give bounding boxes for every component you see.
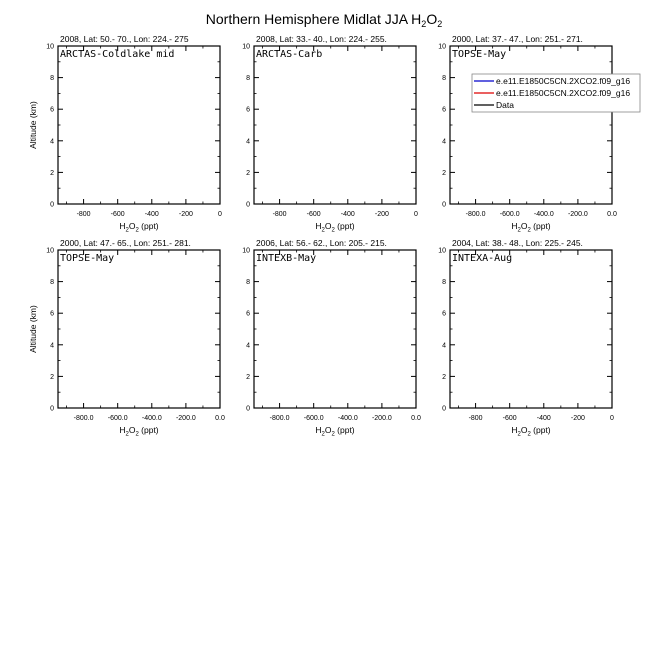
x-axis-label-part: H	[511, 425, 518, 435]
x-tick-label: 0	[414, 211, 418, 218]
plot-panel-4	[28, 238, 225, 438]
x-tick-label: -200.0	[567, 211, 588, 218]
x-tick-label: -800.0	[73, 415, 94, 422]
plot-panel-5	[242, 238, 421, 438]
x-axis-label-part: (ppt)	[334, 221, 355, 231]
panel-grid	[28, 34, 640, 438]
legend-entry-1: e.e11.E1850C5CN.2XCO2.f09_g16	[496, 76, 631, 86]
x-tick-label: -400	[536, 415, 551, 422]
legend-entry-2: e.e11.E1850C5CN.2XCO2.f09_g16	[496, 88, 631, 98]
y-tick-label: 6	[246, 106, 250, 114]
x-tick-label: -400.0	[533, 211, 554, 218]
x-tick-label: -600.0	[499, 211, 520, 218]
x-tick-label: -400	[340, 211, 355, 218]
legend	[472, 74, 640, 112]
y-tick-label: 10	[46, 43, 54, 51]
x-axis-label-part: (ppt)	[138, 425, 159, 435]
plot-frame	[58, 46, 220, 204]
y-tick-label: 4	[246, 138, 250, 146]
x-axis-label-part: O	[520, 425, 528, 435]
y-tick-label: 4	[442, 138, 446, 146]
x-axis-label-part: O	[128, 221, 136, 231]
legend-entry-3: Data	[496, 100, 514, 110]
x-tick-label: -800	[76, 211, 91, 218]
panel-header: 2000, Lat: 37.- 47., Lon: 251.- 271.	[452, 34, 583, 44]
plot-panel-6	[438, 238, 614, 438]
y-tick-label: 4	[50, 342, 54, 350]
x-axis-label-part: O	[520, 221, 528, 231]
y-tick-label: 2	[246, 373, 250, 381]
x-axis-label	[511, 425, 550, 438]
panel-header: 2000, Lat: 47.- 65., Lon: 251.- 281.	[60, 238, 191, 248]
x-axis-label-part: 2	[321, 431, 325, 438]
y-tick-label: 4	[50, 138, 54, 146]
x-axis-label	[119, 221, 158, 234]
y-tick-label: 6	[442, 106, 446, 114]
x-tick-label: -200.0	[371, 415, 392, 422]
x-tick-label: -400	[144, 211, 159, 218]
y-tick-label: 8	[442, 75, 446, 83]
x-tick-label: -600	[502, 415, 517, 422]
figure-title: Northern Hemisphere Midlat JJA $H_2O_2$	[205, 11, 443, 29]
x-tick-label: 0	[610, 415, 614, 422]
x-axis-label-part: (ppt)	[138, 221, 159, 231]
x-tick-label: -600	[110, 211, 125, 218]
x-tick-label: -200	[374, 211, 389, 218]
x-tick-label: -600.0	[107, 415, 128, 422]
y-tick-label: 2	[442, 373, 446, 381]
y-axis-label: Altitude (km)	[28, 101, 38, 149]
y-tick-label: 0	[442, 405, 446, 413]
y-axis-label: Altitude (km)	[28, 305, 38, 353]
y-tick-label: 10	[438, 247, 446, 255]
plot-panel-2	[242, 34, 418, 234]
x-axis-label-part: (ppt)	[530, 425, 551, 435]
x-axis-label-part: H	[315, 221, 322, 231]
y-tick-label: 0	[246, 405, 250, 413]
y-tick-label: 0	[246, 201, 250, 209]
y-tick-label: 4	[246, 342, 250, 350]
campaign-label: INTEXA-Aug	[452, 253, 513, 264]
x-axis-label-part: 2	[331, 431, 335, 438]
x-axis-label-part: 2	[125, 227, 129, 234]
x-axis-label-part: H	[119, 425, 126, 435]
y-tick-label: 10	[242, 247, 250, 255]
plot-panel-3	[438, 34, 640, 234]
plot-frame	[450, 250, 612, 408]
x-tick-label: -600.0	[303, 415, 324, 422]
campaign-label: ARCTAS-Carb	[256, 49, 323, 60]
x-tick-label: -200.0	[175, 415, 196, 422]
y-tick-label: 6	[50, 106, 54, 114]
x-tick-label: -800	[468, 415, 483, 422]
x-tick-label: 0	[218, 211, 222, 218]
plot-panel-1	[28, 34, 222, 234]
y-tick-label: 4	[442, 342, 446, 350]
y-tick-label: 2	[246, 169, 250, 177]
x-axis-label-part: (ppt)	[334, 425, 355, 435]
y-tick-label: 10	[242, 43, 250, 51]
x-tick-label: -400.0	[141, 415, 162, 422]
x-axis-label-part: 2	[517, 227, 521, 234]
panel-header: 2008, Lat: 33.- 40., Lon: 224.- 255.	[256, 34, 387, 44]
plot-frame	[450, 46, 612, 204]
x-axis-label-part: H	[119, 221, 126, 231]
y-tick-label: 2	[50, 169, 54, 177]
x-axis-label	[511, 221, 550, 234]
x-axis-label	[119, 425, 158, 438]
x-axis-label-part: 2	[331, 227, 335, 234]
campaign-label: INTEXB-May	[256, 253, 317, 264]
y-tick-label: 10	[438, 43, 446, 51]
x-axis-label-part: H	[511, 221, 518, 231]
x-tick-label: 0.0	[215, 415, 225, 422]
y-tick-label: 6	[246, 310, 250, 318]
y-tick-label: 8	[246, 279, 250, 287]
y-tick-label: 6	[442, 310, 446, 318]
panel-header: 2006, Lat: 56.- 62., Lon: 205.- 215.	[256, 238, 387, 248]
y-tick-label: 0	[442, 201, 446, 209]
x-axis-label-part: 2	[527, 431, 531, 438]
x-tick-label: -600	[306, 211, 321, 218]
x-axis-label	[315, 425, 354, 438]
x-axis-label-part: 2	[321, 227, 325, 234]
plot-frame	[254, 46, 416, 204]
y-tick-label: 2	[442, 169, 446, 177]
y-tick-label: 8	[442, 279, 446, 287]
x-tick-label: -200	[178, 211, 193, 218]
y-tick-label: 10	[46, 247, 54, 255]
y-tick-label: 0	[50, 201, 54, 209]
y-tick-label: 6	[50, 310, 54, 318]
y-tick-label: 8	[246, 75, 250, 83]
panel-header: 2004, Lat: 38.- 48., Lon: 225.- 245.	[452, 238, 583, 248]
x-tick-label: 0.0	[607, 211, 617, 218]
plot-frame	[58, 250, 220, 408]
x-axis-label-part: 2	[135, 227, 139, 234]
x-tick-label: -800.0	[465, 211, 486, 218]
y-tick-label: 2	[50, 373, 54, 381]
campaign-label: TOPSE-May	[452, 49, 507, 60]
panel-header: 2008, Lat: 50.- 70., Lon: 224.- 275	[60, 34, 189, 44]
x-axis-label-part: 2	[527, 227, 531, 234]
x-axis-label-part: O	[128, 425, 136, 435]
y-tick-label: 0	[50, 405, 54, 413]
plot-frame	[254, 250, 416, 408]
y-tick-label: 8	[50, 279, 54, 287]
x-axis-label	[315, 221, 354, 234]
y-tick-label: 8	[50, 75, 54, 83]
x-axis-label-part: (ppt)	[530, 221, 551, 231]
campaign-label: TOPSE-May	[60, 253, 115, 264]
x-tick-label: -400.0	[337, 415, 358, 422]
campaign-label: ARCTAS-Coldlake mid	[60, 49, 175, 60]
x-axis-label-part: 2	[517, 431, 521, 438]
x-tick-label: 0.0	[411, 415, 421, 422]
x-tick-label: -800.0	[269, 415, 290, 422]
x-axis-label-part: O	[324, 425, 332, 435]
x-axis-label-part: H	[315, 425, 322, 435]
x-axis-label-part: 2	[135, 431, 139, 438]
x-tick-label: -200	[570, 415, 585, 422]
x-tick-label: -800	[272, 211, 287, 218]
x-axis-label-part: 2	[125, 431, 129, 438]
x-axis-label-part: O	[324, 221, 332, 231]
